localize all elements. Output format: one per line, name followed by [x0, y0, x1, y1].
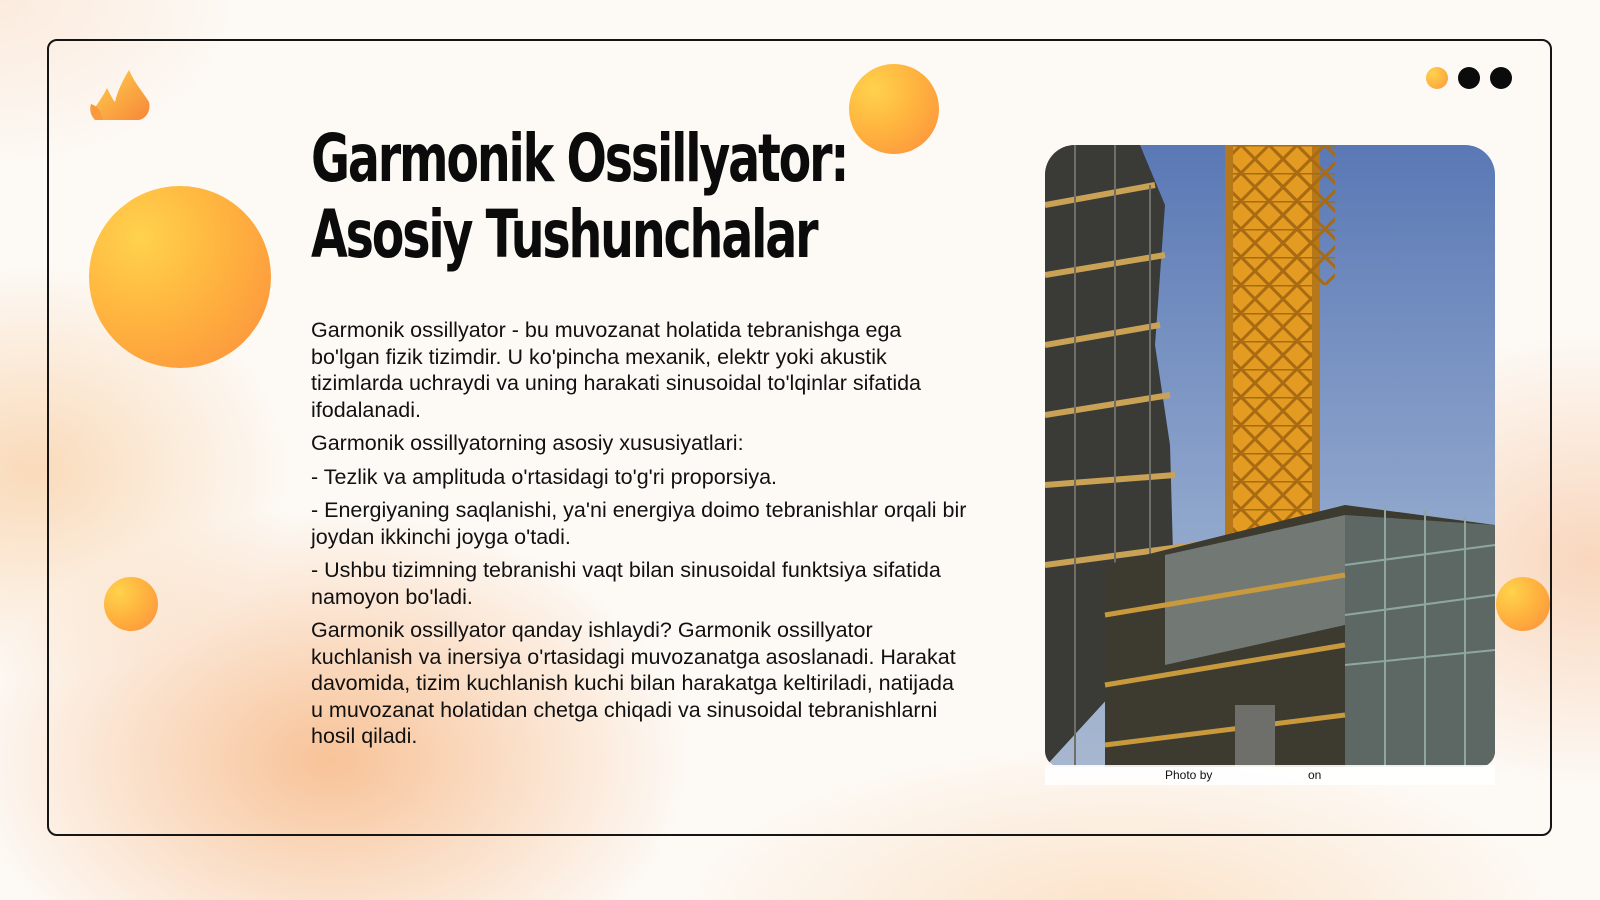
decorative-circle-top — [849, 64, 939, 154]
dot-icon — [1426, 67, 1448, 89]
slide-frame — [47, 39, 1552, 836]
photo-card — [1045, 145, 1495, 785]
title-line: Asosiy Tushunchalar — [311, 196, 817, 273]
dot-icon — [1490, 67, 1512, 89]
decorative-circle-small-left — [104, 577, 158, 631]
title-line: Garmonik Ossillyator: — [311, 120, 848, 197]
construction-crane-photo — [1045, 145, 1495, 767]
body-paragraph: Garmonik ossillyator - bu muvozanat holatida tebranishga ega bo'lgan fizik tizimdir. U ko'pincha mexanik, elektr yoki akustik tizimlarda uchraydi va uning harakati sinusoidal to'lqinlar sifatida ifodalanadi. — [311, 318, 922, 422]
body-paragraph: Garmonik ossillyatorning asosiy xususiyatlari: — [311, 431, 744, 455]
slide-body — [311, 317, 971, 757]
body-paragraph: Garmonik ossillyator qanday ishlaydi? Garmonik ossillyator kuchlanish va inersiya o'rtasidagi muvozanatga asoslanadi. Harakat davomida, tizim kuchlanish kuchi bilan harakatga keltiriladi, natijada u muvozanat holatidan chetga chiqadi va sinusoidal tebranishlarni hosil qiladi. — [311, 618, 956, 748]
body-paragraph: - Energiyaning saqlanishi, ya'ni energiya doimo tebranishlar orqali bir joydan ikkinchi joyga o'tadi. — [311, 498, 967, 549]
dot-icon — [1458, 67, 1480, 89]
window-dots-icon — [1426, 67, 1512, 89]
body-paragraph: - Ushbu tizimning tebranishi vaqt bilan sinusoidal funktsiya sifatida namoyon bo'ladi. — [311, 558, 941, 609]
slide-title — [311, 120, 848, 273]
caption-prefix: Photo by — [1165, 768, 1213, 782]
decorative-circle-large — [89, 186, 271, 368]
caption-middle: on — [1308, 768, 1322, 782]
decorative-circle-right-edge — [1496, 577, 1550, 631]
body-paragraph: - Tezlik va amplituda o'rtasidagi to'g'ri proporsiya. — [311, 464, 778, 489]
flame-logo-icon — [89, 66, 153, 124]
photo-caption — [1045, 765, 1495, 785]
